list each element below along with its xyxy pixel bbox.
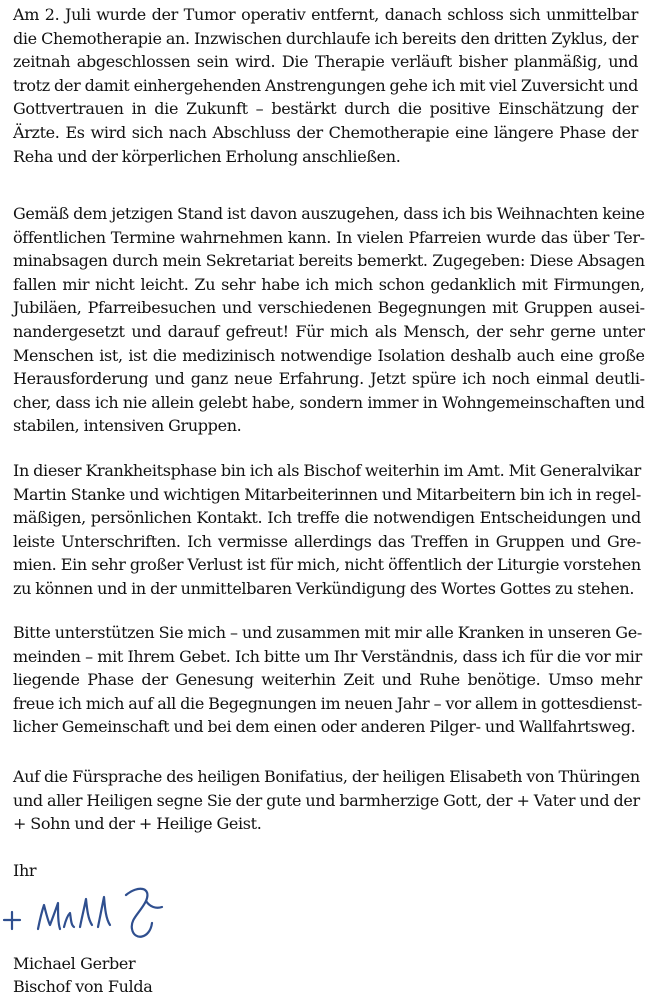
text-line: die Chemotherapie an. Inzwischen durchlaufe ich bereits den dritten Zyklus, der — [13, 28, 639, 48]
text-line: öffentlichen Termine wahrnehmen kann. In vielen Pfarreien wurde das über Ter- — [13, 227, 645, 247]
text-line: Martin Stanke und wichtigen Mitarbeiterinnen und Mitarbeitern bin ich in regel- — [13, 484, 641, 504]
text-line: Menschen ist, ist die medizinisch notwendige Isolation deshalb auch eine große — [13, 345, 645, 365]
text-line: Bitte unterstützen Sie mich – und zusammen mit mir alle Kranken in unseren Ge- — [13, 623, 642, 642]
text-line: zeitnah abgeschlossen sein wird. Die Therapie verläuft bisher planmäßig, und — [13, 52, 639, 72]
text-line: nandergesetzt und darauf gefreut! Für mich als Mensch, der sehr gerne unter — [13, 321, 645, 341]
paragraph-treatment-update — [13, 3, 638, 168]
text-line: minabsagen durch mein Sekretariat bereits bemerkt. Zugegeben: Diese Absagen — [13, 251, 645, 271]
text-line: Jubiläen, Pfarreibesuchen und verschiedenen Begegnungen mit Gruppen ausei- — [13, 298, 645, 318]
text-line: cher, dass ich nie allein gelebt habe, sondern immer in Wohngemeinschaften und — [13, 392, 645, 412]
text-line: meinden – mit Ihrem Gebet. Ich bitte um Ihr Verständnis, dass ich für die vor mir — [13, 646, 642, 666]
text-line: freue ich mich auf all die Begegnungen im neuen Jahr – vor allem in gottesdienst- — [13, 693, 642, 713]
text-line: Auf die Fürsprache des heiligen Bonifatius, der heiligen Elisabeth von Thüringen — [13, 767, 640, 786]
text-line: leiste Unterschriften. Ich vermisse allerdings das Treffen in Gruppen und Gre- — [13, 531, 641, 551]
text-line: zu können und in der unmittelbaren Verkündigung des Wortes Gottes zu stehen. — [13, 578, 635, 598]
paragraph-blessing — [13, 765, 640, 836]
text-line: In dieser Krankheitsphase bin ich als Bischof weiterhin im Amt. Mit Generalvikar — [13, 461, 641, 480]
text-line: und aller Heiligen segne Sie der gute und barmherzige Gott, der + Vater und der — [13, 790, 640, 810]
text-line: Herausforderung und ganz neue Erfahrung. Jetzt spüre ich noch einmal deutli- — [13, 369, 645, 389]
text-line: Ärzte. Es wird sich nach Abschluss der Chemotherapie eine längere Phase der — [13, 122, 639, 142]
text-line: Gemäß dem jetzigen Stand ist davon auszugehen, dass ich bis Weihnachten keine — [13, 204, 645, 223]
signer-name: Michael Gerber — [13, 954, 136, 973]
signer-title: Bischof von Fulda — [13, 977, 153, 996]
text-line: licher Gemeinschaft und bei dem einen oder anderen Pilger- und Wallfahrtsweg. — [13, 717, 636, 737]
text-line: mien. Ein sehr großer Verlust ist für mich, nicht öffentlich der Liturgie vorstehen — [13, 555, 641, 575]
handwritten-signature — [0, 879, 180, 949]
text-line: trotz der damit einhergehenden Anstrengungen gehe ich mit viel Zuversicht und — [13, 75, 639, 95]
text-line: stabilen, intensiven Gruppen. — [13, 416, 242, 436]
text-line: liegende Phase der Genesung weiterhin Zeit und Ruhe benötige. Umso mehr — [13, 670, 642, 690]
paragraph-cancelled-appointments — [13, 202, 645, 438]
text-line: Gottvertrauen in die Zukunft – bestärkt durch die positive Einschätzung der — [13, 99, 639, 119]
text-line: fallen mir nicht leicht. Zu sehr habe ich mich schon gedanklich mit Firmungen, — [13, 274, 645, 294]
text-line: Reha und der körperlichen Erholung anschließen. — [13, 146, 401, 166]
text-line: mäßigen, persönlichen Kontakt. Ich treffe die notwendigen Entscheidungen und — [13, 508, 641, 528]
paragraph-prayer-request — [13, 621, 642, 739]
closing-word: Ihr — [13, 861, 37, 880]
paragraph-office-duties — [13, 459, 641, 601]
text-line: Am 2. Juli wurde der Tumor operativ entfernt, danach schloss sich unmittelbar — [13, 5, 639, 24]
text-line: + Sohn und der + Heilige Geist. — [13, 814, 262, 834]
